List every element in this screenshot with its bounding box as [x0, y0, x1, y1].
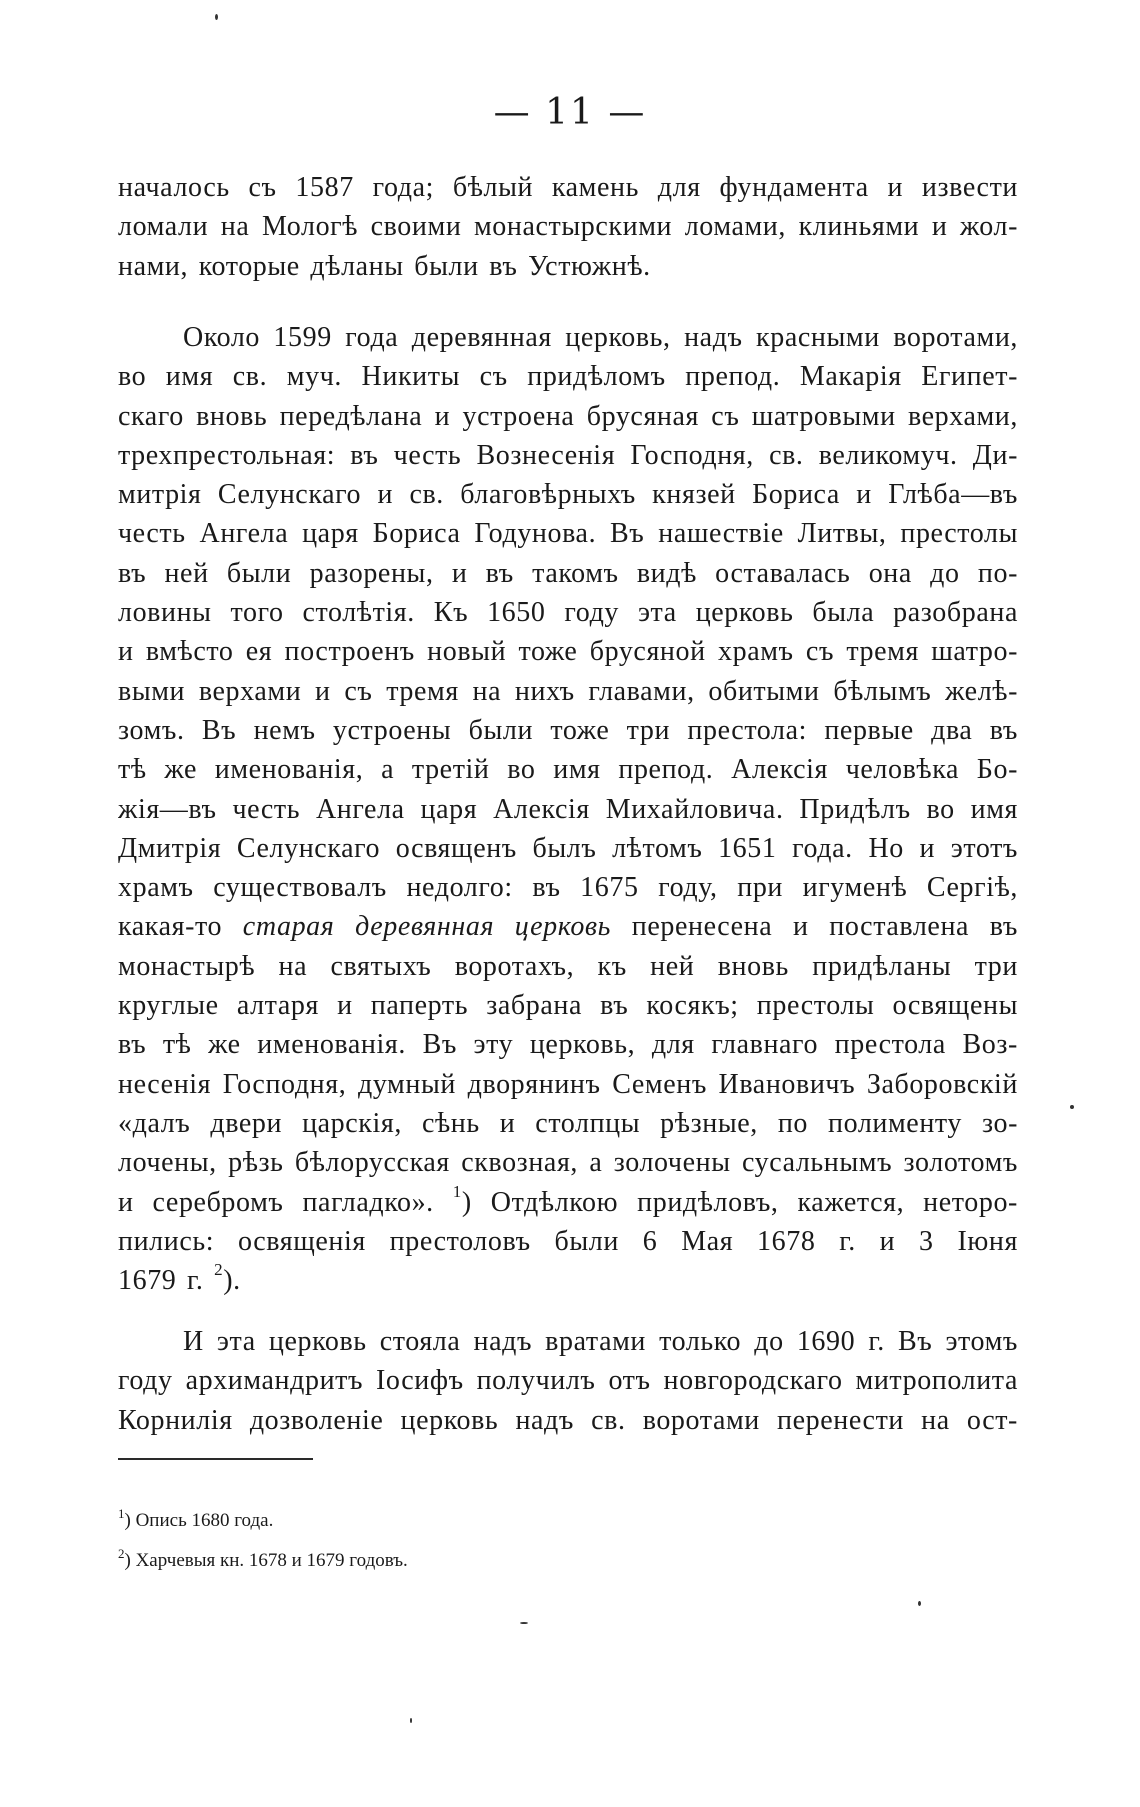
- text-run: 1679 г.: [118, 1265, 215, 1297]
- footnote-text: ) Опись 1680 года.: [124, 1510, 274, 1531]
- text-run: ).: [223, 1265, 241, 1297]
- text-line: «далъ двери царскія, сѣнь и столпцы рѣзные, по полименту зо-: [118, 1107, 1018, 1139]
- text-run: перенесена и поставлена въ: [611, 911, 1018, 943]
- text-line: выми верхами и съ тремя на нихъ главами, обитыми бѣлымъ желѣ-: [118, 675, 1018, 707]
- italic-phrase: старая деревянная церковь: [242, 911, 612, 943]
- text-line: во имя св. муч. Никиты съ придѣломъ препод. Макарія Египет-: [118, 361, 1018, 393]
- text-line: зомъ. Въ немъ устроены были тоже три престола: первые два въ: [118, 714, 1018, 746]
- text-line: жія—въ честь Ангела царя Алексія Михайловича. Придѣлъ во имя: [118, 793, 1018, 825]
- scan-speck: [1070, 1105, 1074, 1109]
- text-line: въ ней были разорены, и въ такомъ видѣ оставалась она до по-: [118, 557, 1018, 589]
- footnote-text: ) Харчевыя кн. 1678 и 1679 годовъ.: [124, 1550, 408, 1571]
- text-line: началось съ 1587 года; бѣлый камень для фундамента и извести: [118, 172, 1018, 203]
- text-line: лочены, рѣзь бѣлорусская сквозная, а золочены сусальнымъ золотомъ: [118, 1147, 1018, 1179]
- text-line: ловины того столѣтія. Къ 1650 году эта церковь была разобрана: [118, 597, 1018, 629]
- text-run: и серебромъ пагладко».: [118, 1186, 453, 1218]
- text-line: нами, которые дѣланы были въ Устюжнѣ.: [118, 250, 651, 282]
- text-line: [118, 1183, 1018, 1222]
- footnote-mark: 1: [118, 1506, 125, 1521]
- text-line: круглые алтаря и паперть забрана въ косякъ; престолы освящены: [118, 990, 1018, 1022]
- text-line: митрія Селунскаго и св. благовѣрныхъ князей Бориса и Глѣба—въ: [118, 479, 1018, 511]
- text-line: [118, 1261, 1018, 1300]
- text-line: И эта церковь стояла надъ вратами только до 1690 г. Въ этомъ: [183, 1326, 1018, 1357]
- text-line: въ тѣ же именованія. Въ эту церковь, для главнаго престола Воз-: [118, 1029, 1018, 1061]
- footnote-1: [118, 1508, 408, 1534]
- text-line: скаго вновь передѣлана и устроена брусяная съ шатровыми верхами,: [118, 400, 1018, 432]
- scan-speck: [410, 1718, 412, 1723]
- text-line: Около 1599 года деревянная церковь, надъ красными воротами,: [183, 322, 1018, 353]
- paragraph-3: [118, 1322, 1018, 1440]
- footnote-ref: 1: [452, 1182, 462, 1201]
- footnote-2: [118, 1548, 408, 1574]
- text-line: Корнилія дозволеніе церковь надъ св. воротами перенести на ост-: [118, 1404, 1018, 1436]
- text-line: пились: освященія престоловъ были 6 Мая 1678 г. и 3 Іюня: [118, 1225, 1018, 1257]
- text-line: году архимандритъ Іосифъ получилъ отъ новгородскаго митрополита: [118, 1365, 1018, 1397]
- footnote-mark: 2: [118, 1546, 125, 1561]
- text-line: ломали на Мологѣ своими монастырскими ломами, клиньями и жол-: [118, 211, 1018, 243]
- paragraph-2: [118, 318, 1018, 1300]
- text-run: ) Отдѣлкою придѣловъ, кажется, неторо-: [461, 1186, 1018, 1218]
- footnote-divider: [118, 1458, 313, 1460]
- text-line: [118, 907, 1018, 946]
- footnote-ref: 2: [214, 1261, 224, 1280]
- text-line: честь Ангела царя Бориса Годунова. Въ нашествіе Литвы, престолы: [118, 518, 1018, 550]
- text-run: какая-то: [118, 911, 243, 943]
- footnotes: [118, 1508, 408, 1588]
- scan-speck: [215, 14, 218, 20]
- scan-speck: [520, 1622, 528, 1624]
- text-line: трехпрестольная: въ честь Вознесенія Господня, св. великомуч. Ди-: [118, 439, 1018, 471]
- text-line: монастырѣ на святыхъ воротахъ, къ ней вновь придѣланы три: [118, 950, 1018, 982]
- text-line: Дмитрія Селунскаго освященъ былъ лѣтомъ 1651 года. Но и этотъ: [118, 832, 1018, 864]
- paragraph-1: [118, 168, 1018, 286]
- page-number: — 11 —: [493, 92, 647, 133]
- text-line: и вмѣсто ея построенъ новый тоже брусяной храмъ съ тремя шатро-: [118, 636, 1018, 668]
- text-line: тѣ же именованія, а третій во имя препод. Алексія человѣка Бо-: [118, 754, 1018, 786]
- text-line: храмъ существовалъ недолго: въ 1675 году, при игуменѣ Сергіѣ,: [118, 872, 1018, 904]
- text-line: несенія Господня, думный дворянинъ Семенъ Ивановичъ Заборовскій: [118, 1068, 1018, 1100]
- scan-speck: [918, 1601, 921, 1606]
